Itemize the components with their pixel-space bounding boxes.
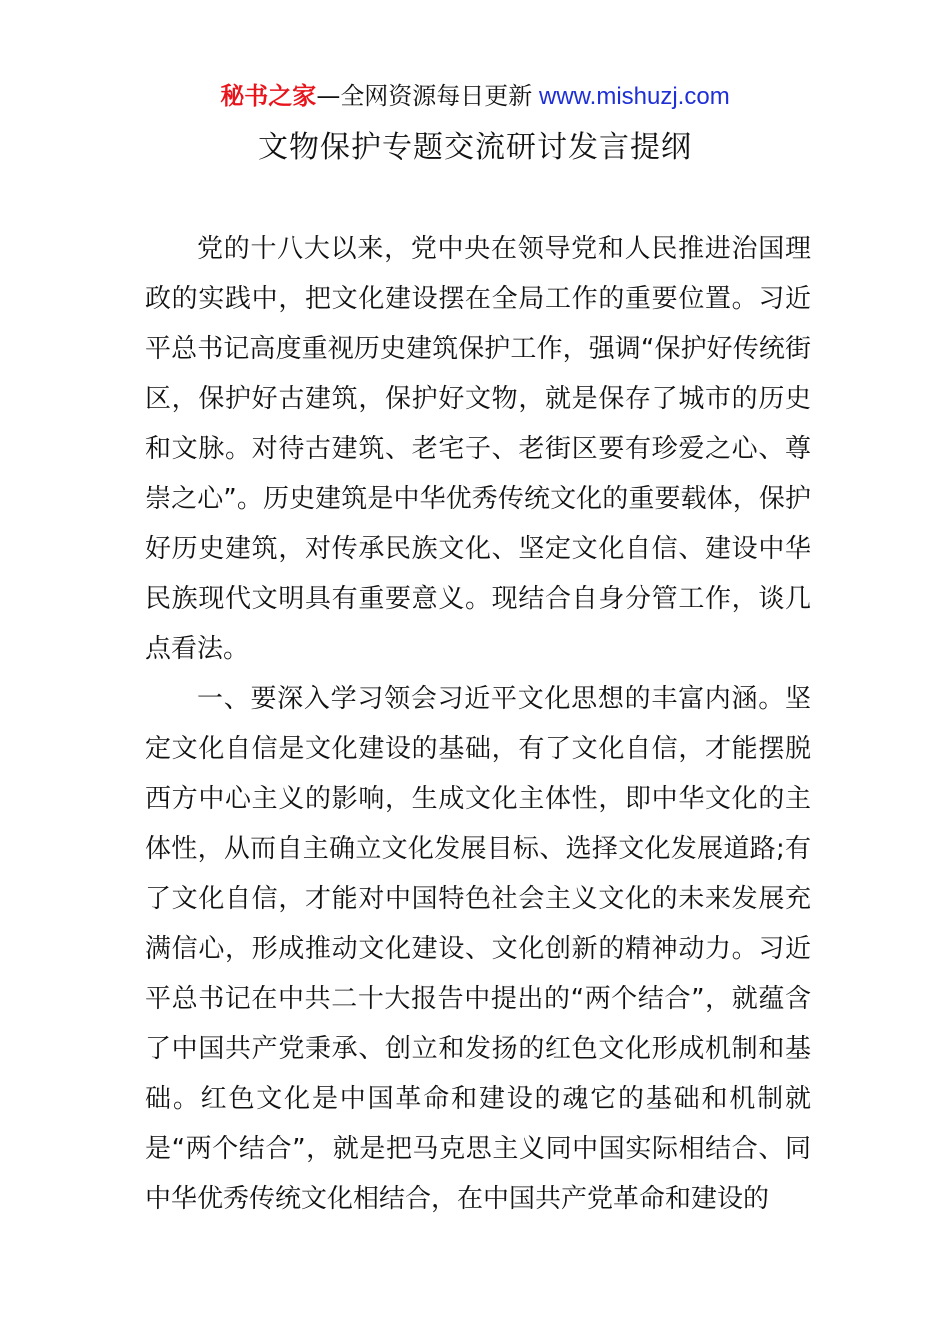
paragraph-intro: 党的十八大以来，党中央在领导党和人民推进治国理政的实践中，把文化建设摆在全局工作的重要位置。习近平总书记高度重视历史建筑保护工作，强调“保护好传统街区，保护好古建筑，保护好文物，就是保存了城市的历史和文脉。对待古建筑、老宅子、老街区要有珍爱之心、尊崇之心”。历史建筑是中华优秀传统文化的重要载体，保护好历史建筑，对传承民族文化、坚定文化自信、建设中华民族现代文明具有重要意义。现结合自身分管工作，谈几点看法。 [145, 234, 811, 664]
site-url-link[interactable]: www.mishuzj.com [532, 83, 730, 110]
site-brand: 秘书之家 [220, 82, 317, 110]
site-tagline: —全网资源每日更新 [316, 82, 533, 110]
paragraph-point-one: 一、要深入学习领会习近平文化思想的丰富内涵。坚定文化自信是文化建设的基础，有了文化自信，才能摆脱西方中心主义的影响，生成文化主体性，即中华文化的主体性，从而自主确立文化发展目标、选择文化发展道路;有了文化自信，才能对中国特色社会主义文化的未来发展充满信心，形成推动文化建设、文化创新的精神动力。习近平总书记在中共二十大报告中提出的“两个结合”，就蕴含了中国共产党秉承、创立和发扬的红色文化形成机制和基础。红色文化是中国革命和建设的魂它的基础和机制就是“两个结合”，就是把马克思主义同中国实际相结合、同中华优秀传统文化相结合，在中国共产党革命和建设的 [145, 684, 811, 1214]
site-header [0, 78, 950, 115]
document-body [145, 224, 811, 1224]
document-title: 文物保护专题交流研讨发言提纲 [258, 130, 692, 165]
